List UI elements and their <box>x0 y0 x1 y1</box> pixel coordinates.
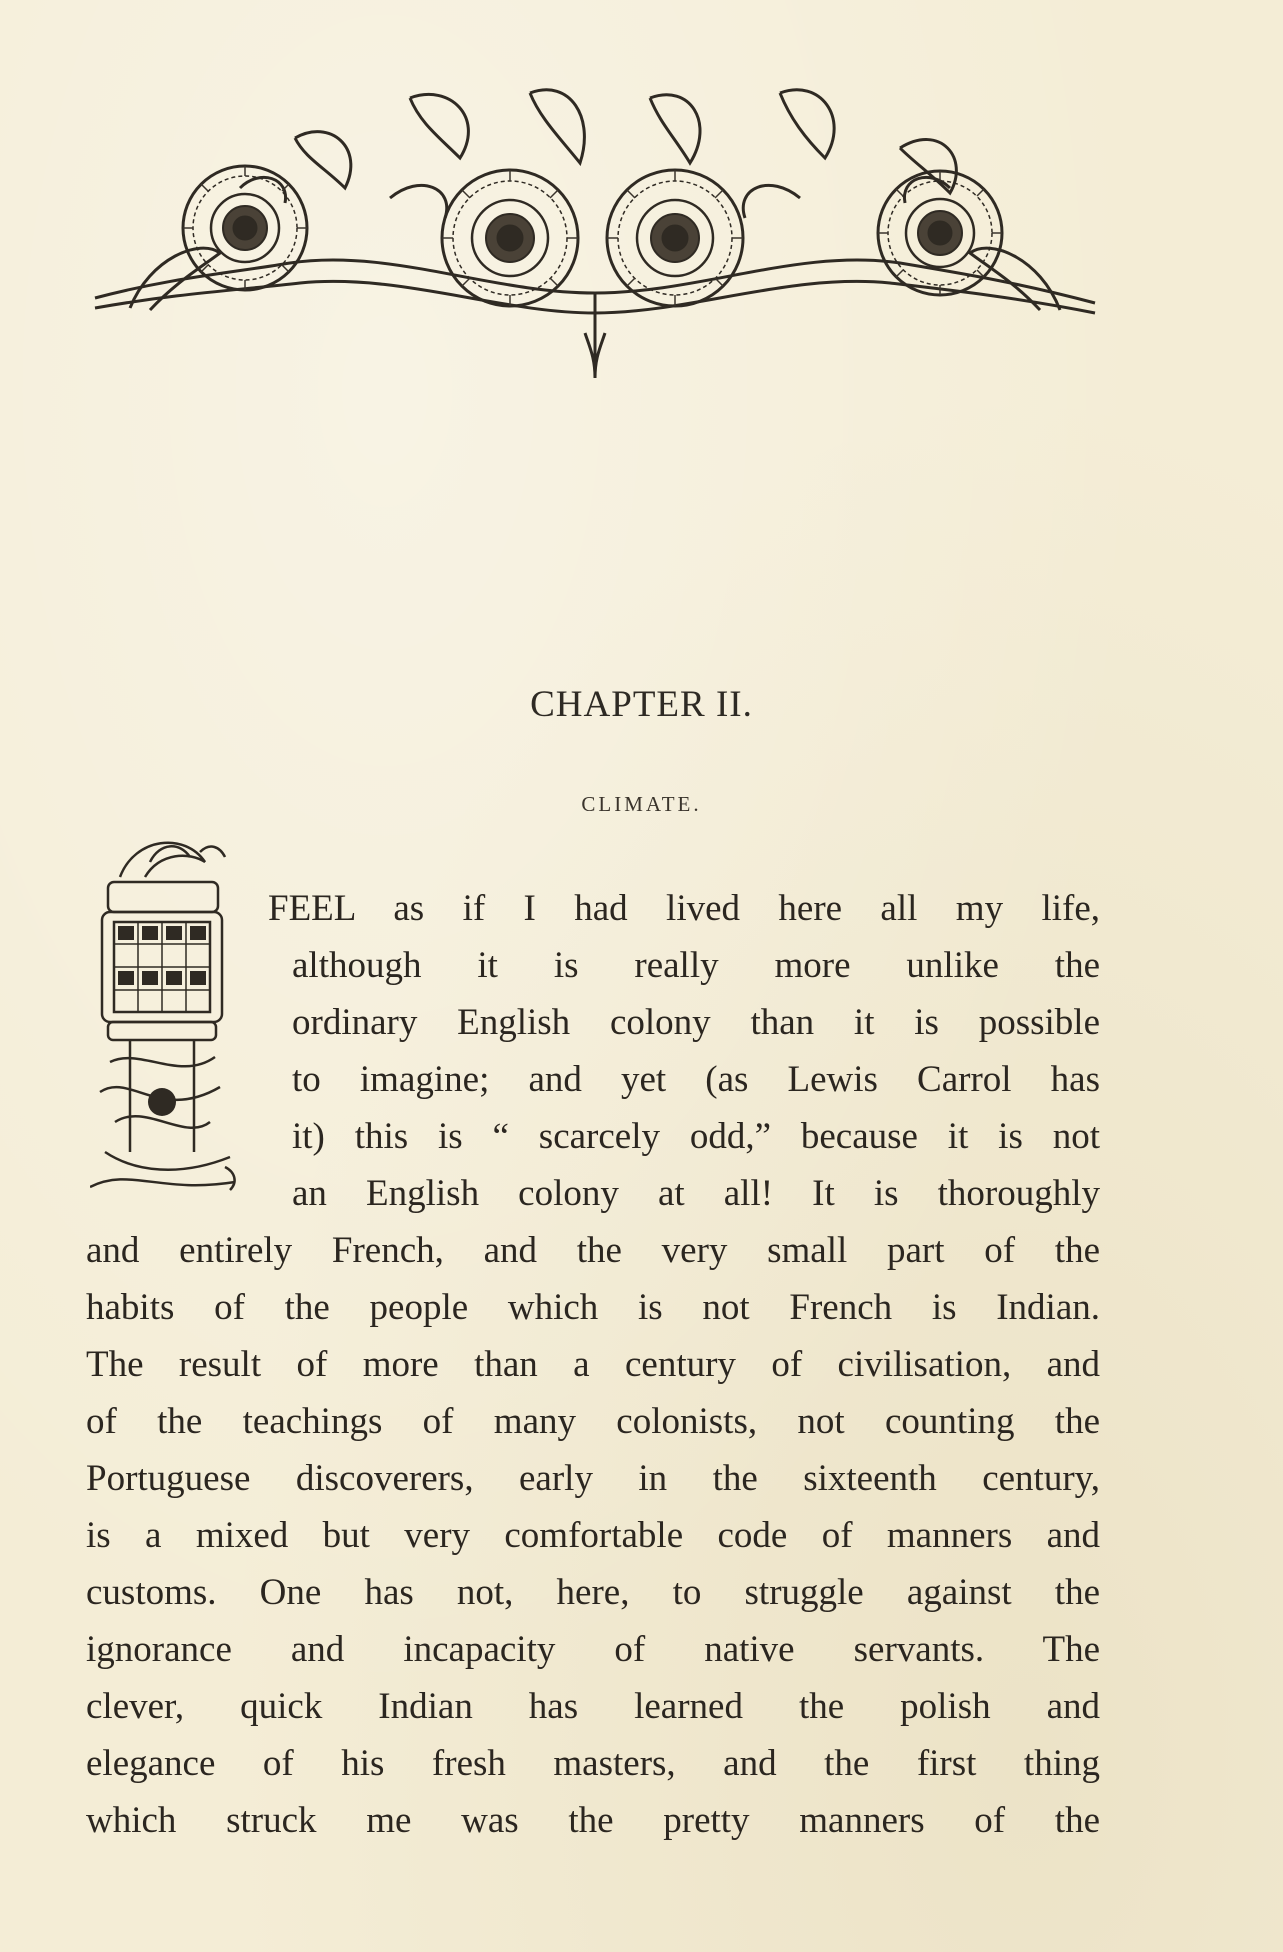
text-line: habits of the people which is not French is Indian. <box>86 1287 1100 1328</box>
text-line: is a mixed but very comfortable code of manners and <box>86 1515 1100 1556</box>
text-line: of the teachings of many colonists, not counting the <box>86 1401 1100 1442</box>
text-line: ignorance and incapacity of native servants. The <box>86 1629 1100 1670</box>
text-line: Portuguese discoverers, early in the sixteenth century, <box>86 1458 1100 1499</box>
ornamental-drop-cap <box>90 822 240 1202</box>
floral-headpiece-ornament <box>90 78 1100 383</box>
text-line: to imagine; and yet (as Lewis Carrol has <box>292 1059 1100 1100</box>
text-line: it) this is “ scarcely odd,” because it is not <box>292 1116 1100 1157</box>
text-line: customs. One has not, here, to struggle against the <box>86 1572 1100 1613</box>
chapter-title: CHAPTER II. <box>530 684 753 725</box>
text-line: although it is really more unlike the <box>292 945 1100 986</box>
text-line: which struck me was the pretty manners of the <box>86 1800 1100 1841</box>
text-line: elegance of his fresh masters, and the first thing <box>86 1743 1100 1784</box>
text-line: clever, quick Indian has learned the polish and <box>86 1686 1100 1727</box>
text-line: an English colony at all! It is thoroughly <box>292 1173 1100 1214</box>
section-title: CLIMATE. <box>581 792 702 816</box>
text-line: and entirely French, and the very small part of the <box>86 1230 1100 1271</box>
text-line: FEEL as if I had lived here all my life, <box>268 888 1100 929</box>
text-line: The result of more than a century of civilisation, and <box>86 1344 1100 1385</box>
text-line: ordinary English colony than it is possible <box>292 1002 1100 1043</box>
